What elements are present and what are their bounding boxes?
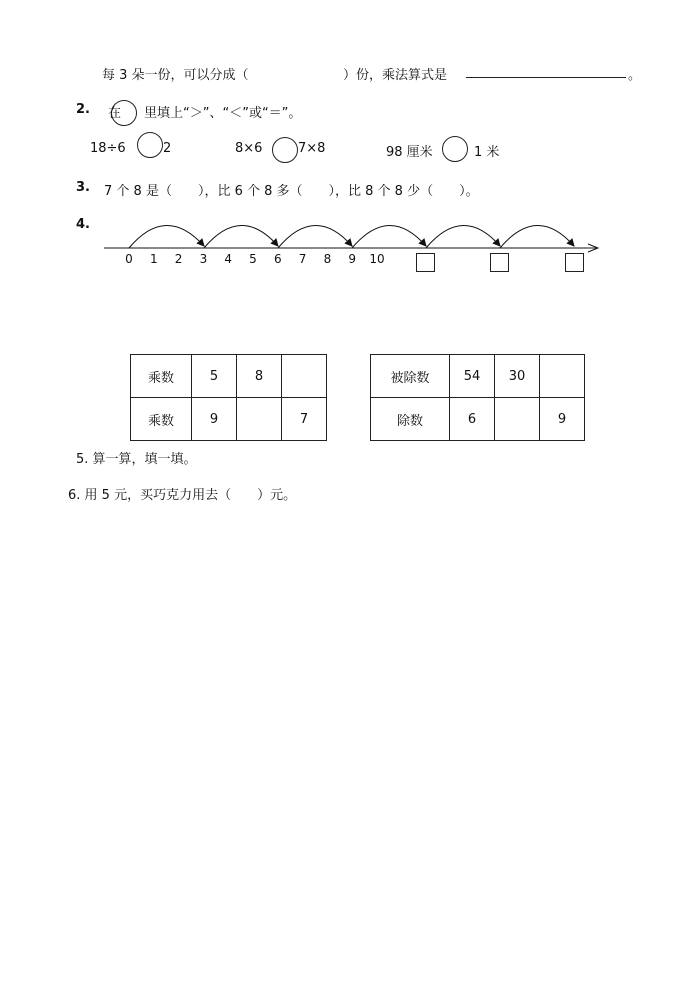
row-label: 被除数 bbox=[371, 355, 450, 398]
tick-label: 9 bbox=[348, 252, 357, 266]
table-cell[interactable] bbox=[495, 398, 540, 441]
jump-arc-4 bbox=[352, 225, 426, 248]
q2-item1-right: 2 bbox=[163, 141, 172, 156]
table-row bbox=[371, 398, 585, 441]
jump-arc-3 bbox=[278, 225, 352, 248]
tick-label: 7 bbox=[298, 252, 307, 266]
tick-label: 5 bbox=[249, 252, 257, 266]
table-row bbox=[131, 398, 327, 441]
row-label: 除数 bbox=[371, 398, 450, 441]
tick-label: 10 bbox=[369, 252, 385, 266]
answer-box-2[interactable] bbox=[490, 253, 509, 272]
q5-text: 5. 算一算，填一填。 bbox=[76, 452, 197, 467]
q2-item3-right: 1 米 bbox=[474, 145, 500, 160]
tick-label: 0 bbox=[125, 252, 133, 266]
q3-text: 7 个 8 是（ ），比 6 个 8 多（ ），比 8 个 8 少（ ）。 bbox=[104, 184, 479, 199]
q1-text-a: 每 3 朵一份，可以分成（ bbox=[102, 68, 249, 83]
table-cell[interactable]: 9 bbox=[540, 398, 585, 441]
row-label: 乘数 bbox=[131, 398, 192, 441]
table-cell[interactable]: 9 bbox=[192, 398, 237, 441]
tick-label: 8 bbox=[323, 252, 332, 266]
table-cell[interactable] bbox=[237, 398, 282, 441]
q3-number: 3. bbox=[76, 180, 90, 195]
q1-period: 。 bbox=[628, 68, 642, 83]
tick-label: 6 bbox=[273, 252, 282, 266]
table-cell[interactable]: 6 bbox=[450, 398, 495, 441]
jump-arcs bbox=[129, 225, 574, 248]
tick-label: 3 bbox=[199, 252, 208, 266]
q6-text: 6. 用 5 元，买巧克力用去（ ）元。 bbox=[68, 488, 297, 503]
jump-arc-2 bbox=[204, 225, 278, 248]
q2-item2-right: 7×8 bbox=[298, 141, 326, 156]
q2-item1-left: 18÷6 bbox=[90, 141, 126, 156]
q1-text-b: ）份，乘法算式是 bbox=[343, 68, 448, 83]
q4-number: 4. bbox=[76, 217, 90, 232]
tick-label: 4 bbox=[224, 252, 233, 266]
jump-arc-6 bbox=[500, 225, 574, 248]
jump-arc-5 bbox=[426, 225, 500, 248]
answer-box-3[interactable] bbox=[565, 253, 584, 272]
table-cell[interactable]: 30 bbox=[495, 355, 540, 398]
table-cell[interactable] bbox=[540, 355, 585, 398]
table-row bbox=[371, 355, 585, 398]
q2-item2-left: 8×6 bbox=[235, 141, 263, 156]
q2-prefix: 在 bbox=[108, 106, 122, 121]
table-cell[interactable] bbox=[282, 355, 327, 398]
q2-item3-left: 98 厘米 bbox=[386, 145, 433, 160]
table-cell[interactable]: 7 bbox=[282, 398, 327, 441]
jump-arc-1 bbox=[129, 225, 204, 248]
table-cell[interactable]: 5 bbox=[192, 355, 237, 398]
row-label: 乘数 bbox=[131, 355, 192, 398]
answer-box-1[interactable] bbox=[416, 253, 435, 272]
table-cell[interactable]: 8 bbox=[237, 355, 282, 398]
q2-number: 2. bbox=[76, 102, 90, 117]
table-cell[interactable]: 54 bbox=[450, 355, 495, 398]
table-row bbox=[131, 355, 327, 398]
division-table bbox=[370, 354, 585, 441]
tick-label: 2 bbox=[174, 252, 183, 266]
multiplication-table bbox=[130, 354, 327, 441]
tick-label: 1 bbox=[149, 252, 158, 266]
q2-instructions: 里填上“＞”、“＜”或“＝”。 bbox=[144, 106, 302, 121]
